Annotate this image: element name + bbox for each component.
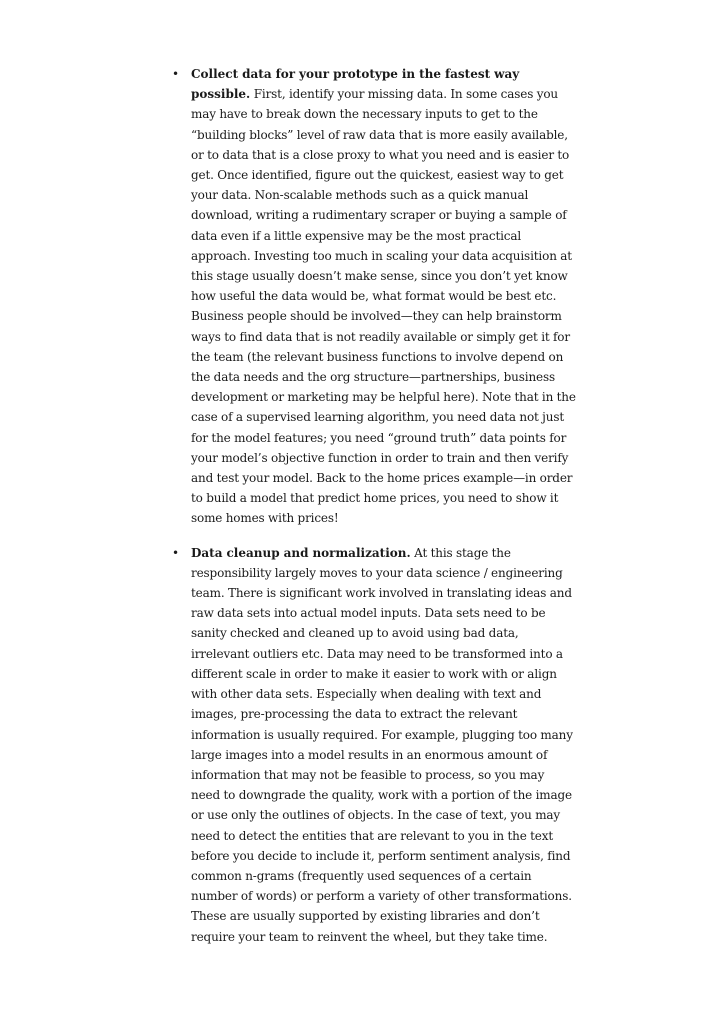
bullet-body-text: At this stage the responsibility largely moves to your data science / engineering team. There is significant work involved in translating ideas and raw data sets into actual model inputs. Data sets need to be sanity checked and cleaned up to avoid using bad data, irrelevant outliers etc. Data may need to be transformed into a different scale in order to make it easier to work with or align with other data sets. Especially when dealing with text and images, pre-processing the data to extract the relevant information is usually required. For example, plugging too many large images into a model results in an enormous amount of information that may not be feasible to process, so you may need to downgrade the quality, work with a portion of the image or use only the outlines of objects. In the case of text, you may need to detect the entities that are relevant to you in the text before you decide to include it, perform sentiment analysis, find common n-grams (frequently used sequences of a certain number of words) or perform a variety of other transformations. These are usually supported by existing libraries and don’t require your team to reinvent the wheel, but they take time. [191, 545, 573, 944]
bullet-list [166, 64, 576, 961]
bullet-marker: • [172, 67, 179, 81]
bullet-lead-text: Data cleanup and normalization. [191, 545, 411, 560]
list-item [166, 543, 576, 947]
bullet-lead-text: Collect data for your prototype in the fastest way possible. [191, 67, 520, 102]
bullet-body-text: First, identify your missing data. In some cases you may have to break down the necessary inputs to get to the “building blocks” level of raw data that is more easily available, or to data that is a close proxy to what you need and is easier to get. Once identified, figure out the quickest, easiest way to get your data. Non-scalable methods such as a quick manual download, writing a rudimentary scraper or buying a sample of data even if a little expensive may be the most practical approach. Investing too much in scaling your data acquisition at this stage usually doesn’t make sense, since you don’t yet know how useful the data would be, what format would be best etc. Business people should be involved—they can help brainstorm ways to find data that is not readily available or simply get it for the team (the relevant business functions to involve depend on the data needs and the org structure—partnerships, business development or marketing may be helpful here). Note that in the case of a supervised learning algorithm, you need data not just for the model features; you need “ground truth” data points for your model’s objective function in order to train and then verify and test your model. Back to the home prices example—in order to build a model that predict home prices, you need to show it some homes with prices! [191, 87, 576, 526]
list-item [166, 64, 576, 529]
bullet-marker: • [172, 545, 179, 560]
